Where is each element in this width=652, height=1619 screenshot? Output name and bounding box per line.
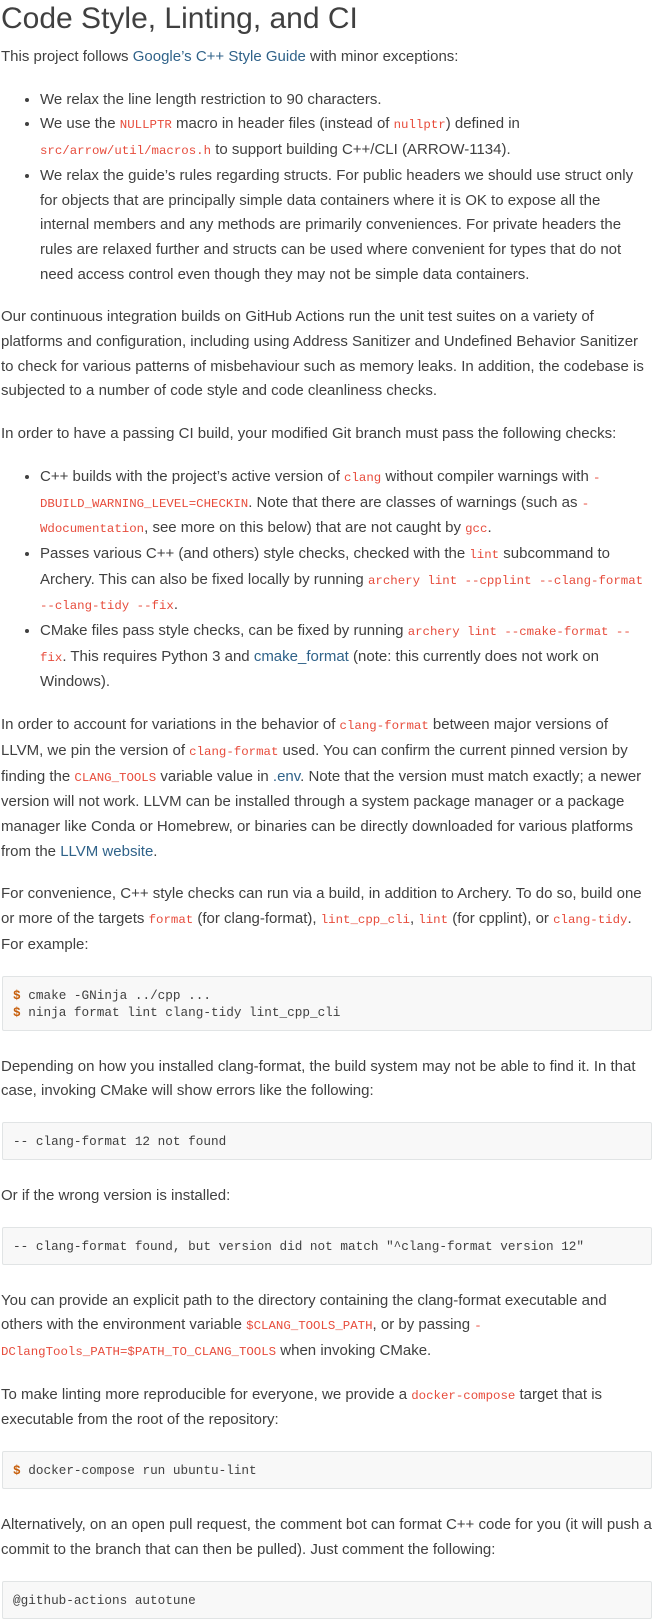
shell-prompt: $ [13, 1004, 21, 1020]
page-title: Code Style, Linting, and CI [1, 2, 358, 35]
inline-code: nullptr [393, 118, 446, 133]
code-line: $ cmake -GNinja ../cpp ... [13, 987, 211, 1003]
inline-code: lint [469, 547, 500, 562]
inline-code: -DBUILD_WARNING_LEVEL=CHECKIN [40, 470, 601, 511]
llvm-paragraph: In order to account for variations in the behavior of clang-format between major versions of LLVM, we pin the version of clang-format used. You can confirm the current pinned version by finding the CLANG_TOOLS variable value in .env. Note that the version must match exactly; a newer version will not work. LLVM can be installed through a system package manager or a package manager like Conda or Homebrew, or binaries can be directly downloaded for various platforms from the LLVM website. [1, 716, 642, 860]
google-style-guide-link[interactable]: Google’s C++ Style Guide [132, 48, 306, 65]
code-line: $ docker-compose run ubuntu-lint [13, 1463, 257, 1479]
depending-paragraph: Depending on how you installed clang-format, the build system may not be able to find it. In that case, invoking CMake will show errors like the following: [1, 1057, 636, 1100]
list-item: • We use the NULLPTR macro in header files (instead of nullptr) defined in src/arrow/util/macros.h to support building C++/CLI (ARROW-1134). [40, 112, 652, 163]
list-item: • C++ builds with the project’s active version of clang without compiler warnings with -DBUILD_WARNING_LEVEL=CHECKIN. Note that there are classes of warnings (such as -Wdocumentation, see more on this below) that are not caught by gcc. [40, 465, 652, 542]
code-block-bot-comment [2, 1581, 652, 1619]
shell-prompt: $ [13, 987, 21, 1003]
inline-code: format [148, 913, 194, 928]
code-line: $ ninja format lint clang-tidy lint_cpp_cli [13, 1004, 341, 1020]
inline-code: clang [344, 470, 382, 485]
wrong-version-paragraph: Or if the wrong version is installed: [1, 1186, 231, 1204]
checks-intro-paragraph: In order to have a passing CI build, your modified Git branch must pass the following checks: [1, 425, 617, 443]
list-item: • Passes various C++ (and others) style checks, checked with the lint subcommand to Archery. This can also be fixed locally by running archery lint --cpplint --clang-format --clang-tidy --fix. [40, 542, 652, 619]
inline-code: lint_cpp_cli [320, 913, 410, 928]
list-item: • CMake files pass style checks, can be fixed by running archery lint --cmake-format --fix. This requires Python 3 and cmake_format (note: this currently does not work on Windows). [40, 619, 652, 695]
inline-code: docker-compose [411, 1388, 516, 1403]
exceptions-list [1, 88, 652, 288]
intro-paragraph: This project follows Google’s C++ Style Guide with minor exceptions: [1, 48, 459, 65]
inline-code: -Wdocumentation [40, 496, 590, 537]
code-line: @github-actions autotune [13, 1592, 196, 1608]
llvm-website-link[interactable]: LLVM website [60, 842, 154, 860]
bot-paragraph: Alternatively, on an open pull request, the comment bot can format C++ code for you (it will push a commit to the branch that can then be pulled). Just comment the following: [1, 1516, 652, 1558]
code-block-docker [2, 1451, 652, 1489]
inline-code: clang-format [189, 744, 279, 759]
code-block-build [2, 976, 652, 1031]
convenience-paragraph: For convenience, C++ style checks can run via a build, in addition to Archery. To do so, build one or more of the targets format (for clang-format), lint_cpp_cli, lint (for cpplint), or clang-tidy. For example: [1, 885, 642, 953]
inline-code: -DClangTools_PATH=$PATH_TO_CLANG_TOOLS [1, 1319, 482, 1360]
code-block-version-mismatch [2, 1227, 652, 1265]
code-line: -- clang-format found, but version did not match "^clang-format version 12" [13, 1238, 585, 1254]
code-line: -- clang-format 12 not found [13, 1133, 227, 1149]
checks-list [1, 465, 652, 695]
docker-paragraph: To make linting more reproducible for everyone, we provide a docker-compose target that is executable from the root of the repository: [1, 1385, 603, 1429]
inline-code: archery lint --cpplint --clang-format --clang-tidy --fix [40, 573, 644, 614]
inline-code: archery lint --cmake-format --fix [40, 625, 631, 665]
cmake-format-link[interactable]: cmake_format [253, 647, 349, 665]
path-paragraph: You can provide an explicit path to the directory containing the clang-format executable and others with the environment variable $CLANG_TOOLS_PATH, or by passing -DClangTools_PATH=$PATH_TO_CLANG_TOOLS when invoking CMake. [1, 1291, 607, 1360]
shell-prompt: $ [13, 1463, 21, 1479]
list-item: • We relax the guide’s rules regarding structs. For public headers we should use struct only for objects that are principally simple data containers where it is OK to expose all the internal members and any methods are primarily conveniences. For private headers the rules are relaxed further and structs can be used where convenient for types that do not need access control even though they may not be simple data containers. [40, 164, 652, 288]
inline-code: lint [418, 913, 449, 928]
code-block-not-found [2, 1122, 652, 1160]
inline-code: NULLPTR [119, 118, 172, 133]
ci-paragraph: Our continuous integration builds on GitHub Actions run the unit test suites on a variety of platforms and configuration, including using Address Sanitizer and Undefined Behavior Sanitizer to check for various patterns of misbehaviour such as memory leaks. In addition, the codebase is subjected to a number of code style and code cleanliness checks. [1, 308, 644, 400]
list-item: • We relax the line length restriction to 90 characters. [40, 88, 652, 113]
inline-code: clang-format [339, 719, 429, 734]
inline-code: clang-tidy [553, 913, 628, 928]
inline-code: src/arrow/util/macros.h [40, 144, 212, 159]
inline-code: $CLANG_TOOLS_PATH [246, 1319, 373, 1334]
env-file-link[interactable]: .env [272, 767, 301, 785]
inline-code: CLANG_TOOLS [74, 770, 157, 785]
inline-code: gcc [465, 522, 488, 537]
